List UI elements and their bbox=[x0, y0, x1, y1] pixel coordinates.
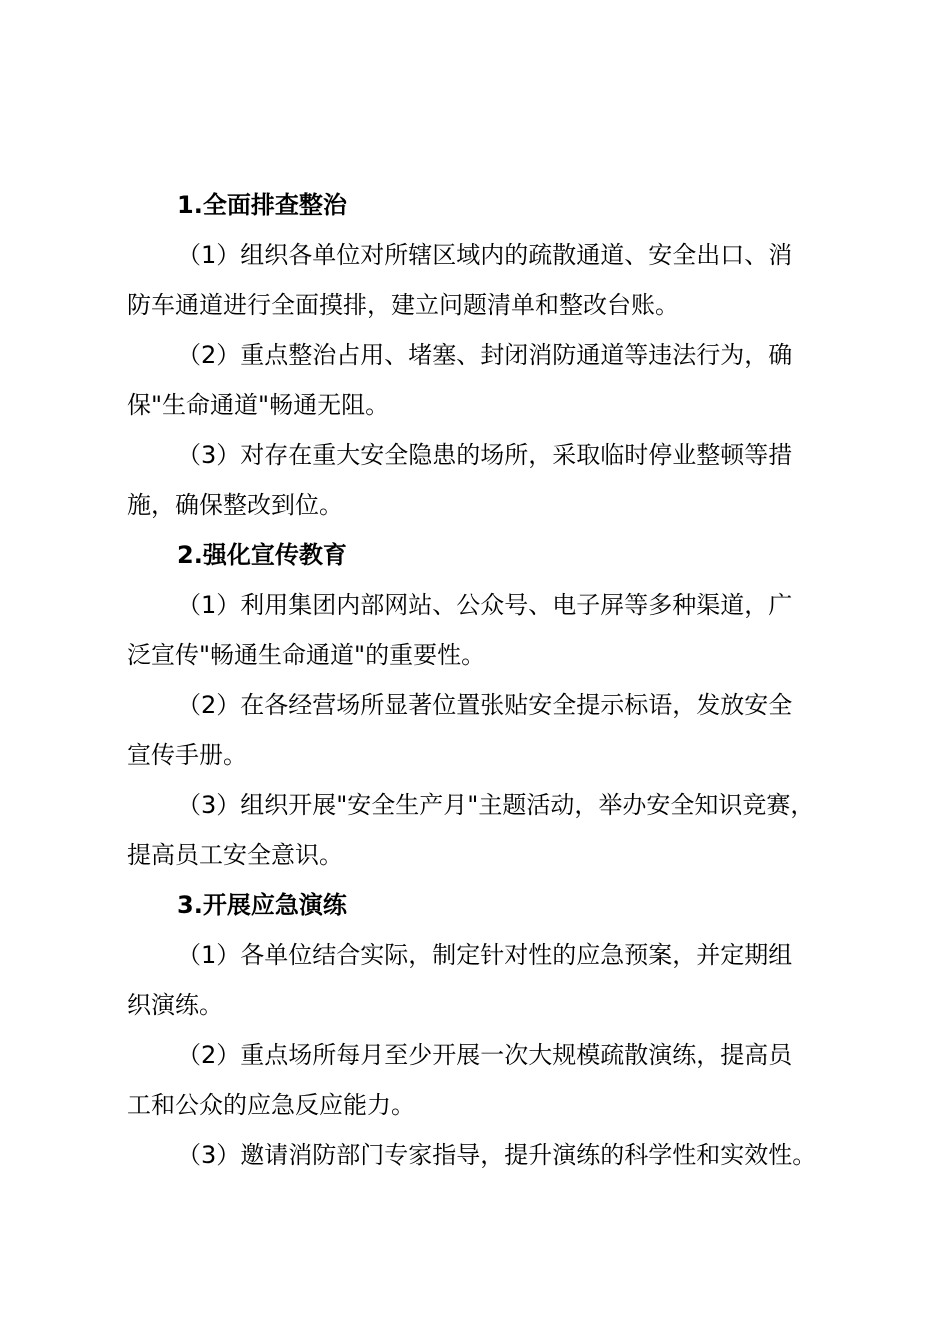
paragraph-line: （2）重点整治占用、堵塞、封闭消防通道等违法行为，确 bbox=[177, 341, 793, 369]
paragraph-line: （1）组织各单位对所辖区域内的疏散通道、安全出口、消 bbox=[177, 241, 793, 269]
paragraph bbox=[127, 230, 857, 330]
paragraph-line: 施，确保整改到位。 bbox=[127, 491, 343, 519]
paragraph bbox=[127, 430, 857, 530]
paragraph bbox=[127, 580, 857, 680]
paragraph-line: 保"生命通道"畅通无阻。 bbox=[127, 391, 390, 419]
paragraph-line: 织演练。 bbox=[127, 991, 223, 1019]
paragraph bbox=[127, 330, 857, 430]
paragraph-line: （3）组织开展"安全生产月"主题活动，举办安全知识竞赛， bbox=[177, 791, 815, 819]
paragraph-line: （1）各单位结合实际，制定针对性的应急预案，并定期组 bbox=[177, 941, 793, 969]
paragraph bbox=[127, 1130, 857, 1180]
paragraph-line: （2）在各经营场所显著位置张贴安全提示标语，发放安全 bbox=[177, 691, 793, 719]
paragraph-line: 防车通道进行全面摸排，建立问题清单和整改台账。 bbox=[127, 291, 679, 319]
paragraph-line: （3）邀请消防部门专家指导，提升演练的科学性和实效性。 bbox=[177, 1141, 817, 1169]
section-heading: 1.全面排查整治 bbox=[177, 191, 347, 219]
section-heading: 2.强化宣传教育 bbox=[177, 541, 347, 569]
paragraph-line: 工和公众的应急反应能力。 bbox=[127, 1091, 415, 1119]
paragraph bbox=[127, 930, 857, 1030]
paragraph bbox=[127, 680, 857, 780]
paragraph bbox=[127, 780, 857, 880]
document-body bbox=[127, 180, 857, 1180]
paragraph-line: （2）重点场所每月至少开展一次大规模疏散演练，提高员 bbox=[177, 1041, 793, 1069]
paragraph-line: （3）对存在重大安全隐患的场所，采取临时停业整顿等措 bbox=[177, 441, 793, 469]
paragraph-line: （1）利用集团内部网站、公众号、电子屏等多种渠道，广 bbox=[177, 591, 793, 619]
paragraph-line: 泛宣传"畅通生命通道"的重要性。 bbox=[127, 641, 486, 669]
paragraph bbox=[127, 1030, 857, 1130]
section-heading: 3.开展应急演练 bbox=[177, 891, 347, 919]
paragraph-line: 宣传手册。 bbox=[127, 741, 247, 769]
paragraph-line: 提高员工安全意识。 bbox=[127, 841, 343, 869]
